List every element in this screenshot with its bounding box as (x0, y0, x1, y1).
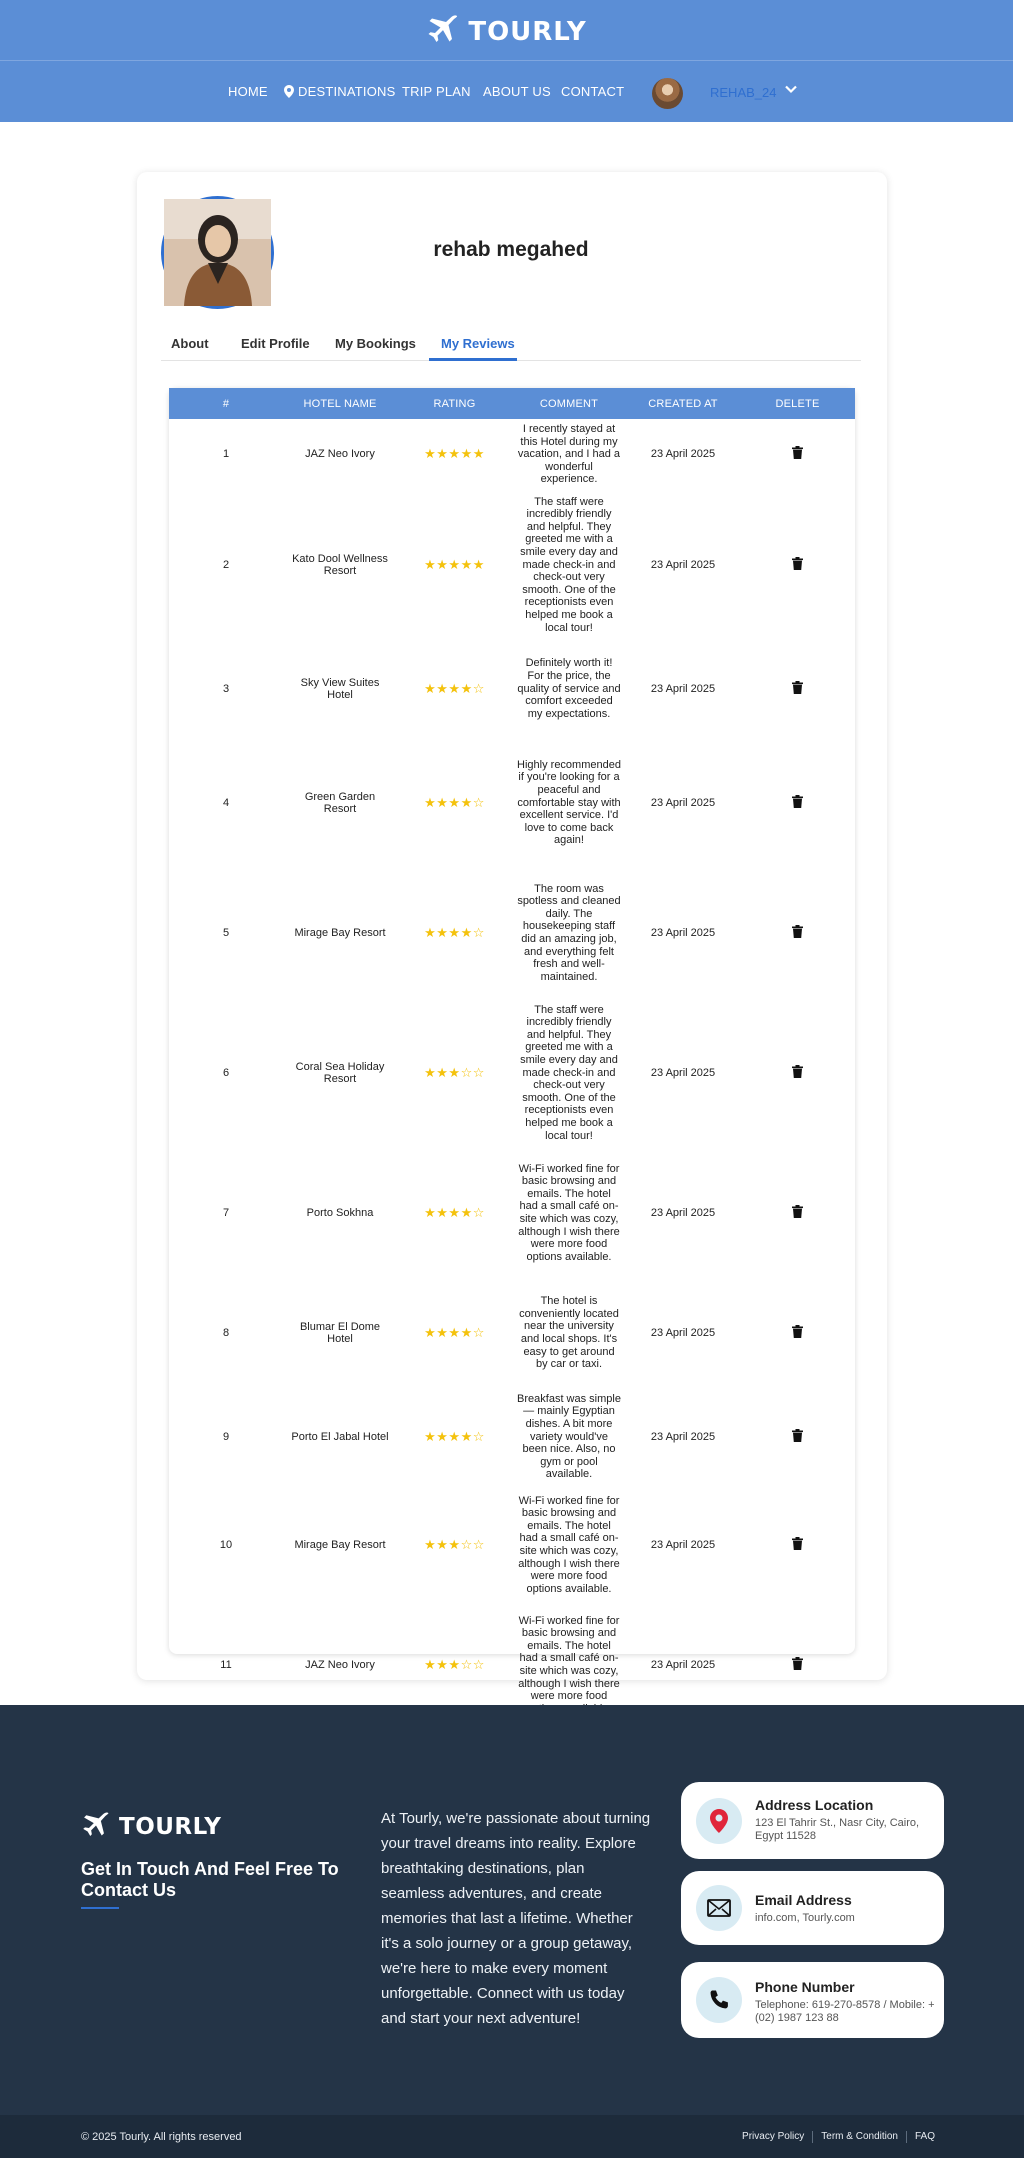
review-comment-text: Wi-Fi worked fine for basic browsing and emails. The hotel had a small café on-site which was cozy, although I wish there were more food (518, 1614, 620, 1703)
review-hotel (283, 419, 397, 490)
star-filled-icon: ★ (448, 1428, 461, 1444)
chevron-down-icon[interactable] (784, 82, 798, 101)
star-filled-icon: ★ (436, 1324, 449, 1340)
review-num: 11 (220, 1658, 232, 1671)
review-delete (740, 738, 855, 868)
review-delete (740, 1148, 855, 1278)
airplane-icon (426, 14, 460, 49)
review-hotel-label: Green Garden Resort (304, 790, 376, 815)
star-filled-icon: ★ (448, 556, 461, 572)
review-hotel (283, 1486, 397, 1604)
star-filled-icon: ★ (436, 1428, 449, 1444)
review-num: 3 (222, 682, 230, 695)
address-title: Address Location (755, 1797, 874, 1813)
review-delete (740, 419, 855, 490)
nav-contact[interactable]: CONTACT (561, 84, 625, 99)
review-rating (397, 998, 512, 1148)
star-empty-icon: ☆ (472, 1064, 485, 1080)
review-comment-text: I recently stayed at this Hotel during my vacation, and I had a wonderful experience. (517, 423, 621, 486)
review-rating (397, 1486, 512, 1604)
star-filled-icon: ★ (460, 446, 473, 462)
star-rating (424, 681, 485, 696)
nav-about[interactable]: ABOUT US (483, 84, 551, 99)
star-filled-icon: ★ (436, 1064, 449, 1080)
col-header-created: CREATED AT (648, 397, 718, 410)
header-divider (0, 60, 1013, 61)
star-rating (424, 446, 485, 461)
phone-icon (708, 1989, 730, 2011)
review-created: 23 April 2025 (650, 1430, 716, 1443)
review-num: 6 (222, 1066, 230, 1079)
trash-icon[interactable] (792, 795, 803, 811)
privacy-policy-link[interactable]: Privacy Policy (742, 2131, 805, 2142)
star-filled-icon: ★ (448, 446, 461, 462)
review-comment-text: The staff were incredibly friendly and helpful. They greeted me with a smile every day and made check-in and check-out very smooth. One of the receptionists even helped me book a local tour! (520, 1003, 618, 1142)
username-label[interactable]: REHAB_24 (710, 85, 777, 100)
star-filled-icon: ★ (460, 556, 473, 572)
star-filled-icon: ★ (472, 556, 485, 572)
table-row (169, 738, 855, 868)
review-rating (397, 868, 512, 998)
star-filled-icon: ★ (448, 680, 461, 696)
table-row (169, 490, 855, 640)
review-hotel (283, 490, 397, 640)
review-comment (512, 868, 626, 998)
brand-name: TOURLY (468, 16, 587, 47)
email-icon-wrap (696, 1885, 742, 1931)
phone-text[interactable]: Telephone: 619-270-8578 / Mobile: +(02) 1987 123 88 (755, 1999, 935, 2024)
review-delete (740, 998, 855, 1148)
star-filled-icon: ★ (460, 1204, 473, 1220)
star-empty-icon: ☆ (472, 1428, 485, 1444)
copyright-bar (0, 2115, 1024, 2158)
email-text[interactable]: info.com, Tourly.com (755, 1912, 855, 1924)
star-filled-icon: ★ (424, 556, 437, 572)
star-rating (424, 1325, 485, 1340)
review-hotel (283, 868, 397, 998)
star-filled-icon: ★ (424, 1656, 437, 1672)
site-header (0, 0, 1013, 122)
review-comment-text: Breakfast was simple — mainly Egyptian dishes. A bit more variety would've been nice. Also, no gym or pool available. (517, 1392, 621, 1481)
review-created: 23 April 2025 (650, 796, 716, 809)
col-header-comment: COMMENT (539, 397, 599, 410)
address-card (681, 1782, 944, 1859)
review-num: 4 (222, 796, 230, 809)
col-header-num: # (222, 397, 230, 410)
reviews-table (169, 388, 855, 1703)
review-comment (512, 419, 626, 490)
review-comment (512, 640, 626, 738)
star-empty-icon: ☆ (460, 1064, 473, 1080)
copyright-text: © 2025 Tourly. All rights reserved (81, 2131, 242, 2143)
profile-card (137, 172, 887, 1703)
star-empty-icon: ☆ (472, 1324, 485, 1340)
star-filled-icon: ★ (436, 1204, 449, 1220)
star-filled-icon: ★ (448, 924, 461, 940)
star-filled-icon: ★ (436, 556, 449, 572)
star-empty-icon: ☆ (460, 1536, 473, 1552)
review-hotel-label: JAZ Neo Ivory (305, 448, 375, 461)
col-header-delete: DELETE (775, 397, 820, 410)
star-filled-icon: ★ (424, 1324, 437, 1340)
review-comment-text: The staff were incredibly friendly and helpful. They greeted me with a smile every day and made check-in and check-out very smooth. One of the receptionists even helped me book a local tour! (520, 495, 618, 634)
review-comment-text: The hotel is conveniently located near the university and local shops. It's easy to get around by car or taxi. (519, 1295, 619, 1371)
tagline-underline (81, 1907, 119, 1909)
review-hotel-label: Mirage Bay Resort (294, 1538, 386, 1551)
tab-about[interactable]: About (171, 336, 209, 351)
star-filled-icon: ★ (424, 1064, 437, 1080)
star-filled-icon: ★ (436, 794, 449, 810)
star-empty-icon: ☆ (472, 1656, 485, 1672)
tab-my-reviews[interactable]: My Reviews (441, 336, 515, 351)
profile-avatar (161, 196, 274, 309)
star-rating (424, 557, 485, 572)
tab-edit-profile[interactable]: Edit Profile (241, 336, 310, 351)
review-delete (740, 640, 855, 738)
location-pin-icon (710, 1809, 728, 1833)
review-num: 2 (222, 558, 230, 571)
review-comment (512, 738, 626, 868)
star-empty-icon: ☆ (472, 924, 485, 940)
review-hotel-label: Sky View Suites Hotel (300, 676, 380, 701)
review-delete (740, 1486, 855, 1604)
review-created: 23 April 2025 (650, 1206, 716, 1219)
star-rating (424, 1537, 485, 1552)
review-hotel-label: Blumar El Dome Hotel (299, 1320, 381, 1345)
trash-icon[interactable] (792, 1205, 803, 1221)
review-comment (512, 1278, 626, 1388)
nav-home[interactable]: HOME (228, 84, 268, 99)
address-icon-wrap (696, 1798, 742, 1844)
trash-icon[interactable] (792, 681, 803, 697)
review-hotel (283, 1148, 397, 1278)
footer-about-text: At Tourly, we're passionate about turning your travel dreams into reality. Explore breathtaking destinations, plan seamless adventures, and create memories that last a lifetime. Whether it's a solo journey or a group getaway, we're here to make every moment unforgettable. Connect with us today and start your next adventure! (381, 1810, 651, 2027)
review-hotel-label: Kato Dool Wellness Resort (292, 552, 388, 577)
review-created: 23 April 2025 (650, 682, 716, 695)
table-header-row (169, 388, 855, 419)
review-rating (397, 640, 512, 738)
terms-link[interactable]: Term & Condition (821, 2131, 898, 2142)
review-hotel-label: Coral Sea Holiday Resort (295, 1060, 385, 1085)
star-empty-icon: ☆ (460, 1656, 473, 1672)
star-rating (424, 795, 485, 810)
brand-logo[interactable] (0, 14, 1013, 49)
review-created: 23 April 2025 (650, 1538, 716, 1551)
table-row (169, 1148, 855, 1278)
review-comment (512, 998, 626, 1148)
star-empty-icon: ☆ (472, 1204, 485, 1220)
review-comment-text: The room was spotless and cleaned daily. The housekeeping staff did an amazing job, and everything felt fresh and well-maintained. (517, 882, 621, 983)
email-title: Email Address (755, 1892, 852, 1908)
table-row (169, 640, 855, 738)
footer-brand-logo[interactable] (81, 1811, 221, 1843)
star-rating (424, 925, 485, 940)
review-comment (512, 1148, 626, 1278)
main-nav (0, 78, 1013, 106)
trash-icon[interactable] (792, 1429, 803, 1445)
review-num: 5 (222, 926, 230, 939)
phone-card (681, 1962, 944, 2038)
star-rating (424, 1657, 485, 1672)
map-pin-icon (284, 85, 294, 98)
review-hotel (283, 1388, 397, 1486)
phone-title: Phone Number (755, 1979, 855, 1995)
star-filled-icon: ★ (460, 1324, 473, 1340)
star-filled-icon: ★ (436, 1536, 449, 1552)
active-tab-indicator (429, 358, 517, 361)
star-filled-icon: ★ (460, 680, 473, 696)
star-filled-icon: ★ (448, 1656, 461, 1672)
trash-icon[interactable] (792, 557, 803, 573)
review-num: 7 (222, 1206, 230, 1219)
review-rating (397, 1388, 512, 1486)
star-filled-icon: ★ (436, 680, 449, 696)
review-rating (397, 1148, 512, 1278)
nav-trip-plan[interactable]: TRIP PLAN (402, 84, 471, 99)
review-delete (740, 868, 855, 998)
table-row (169, 1486, 855, 1604)
star-empty-icon: ☆ (472, 1536, 485, 1552)
footer-links (734, 2131, 943, 2143)
star-filled-icon: ★ (424, 446, 437, 462)
star-rating (424, 1205, 485, 1220)
review-num: 1 (222, 448, 230, 461)
star-filled-icon: ★ (460, 924, 473, 940)
faq-link[interactable]: FAQ (914, 2131, 935, 2142)
star-filled-icon: ★ (448, 1064, 461, 1080)
review-created: 23 April 2025 (650, 1066, 716, 1079)
review-rating (397, 419, 512, 490)
review-hotel-label: Porto Sokhna (306, 1206, 374, 1219)
star-filled-icon: ★ (424, 794, 437, 810)
trash-icon[interactable] (792, 925, 803, 941)
review-comment-text: Highly recommended if you're looking for a peaceful and comfortable stay with excellent service. I'd love to come back again! (517, 758, 621, 847)
review-hotel (283, 1278, 397, 1388)
user-avatar[interactable] (652, 78, 683, 109)
nav-destinations[interactable] (284, 84, 396, 99)
review-delete (740, 490, 855, 640)
review-num: 10 (219, 1538, 233, 1551)
table-row (169, 998, 855, 1148)
table-row (169, 419, 855, 490)
star-filled-icon: ★ (460, 794, 473, 810)
site-footer (0, 1705, 1024, 2115)
star-filled-icon: ★ (448, 794, 461, 810)
trash-icon[interactable] (792, 446, 803, 462)
review-rating (397, 738, 512, 868)
star-filled-icon: ★ (424, 1428, 437, 1444)
review-rating (397, 490, 512, 640)
phone-icon-wrap (696, 1977, 742, 2023)
trash-icon[interactable] (792, 1325, 803, 1341)
star-filled-icon: ★ (448, 1204, 461, 1220)
profile-name: rehab megahed (433, 238, 589, 261)
star-filled-icon: ★ (424, 1536, 437, 1552)
table-row (169, 868, 855, 998)
star-filled-icon: ★ (436, 446, 449, 462)
review-hotel-label: Mirage Bay Resort (294, 926, 386, 939)
review-comment (512, 1486, 626, 1604)
review-created: 23 April 2025 (650, 558, 716, 571)
email-card (681, 1871, 944, 1945)
review-delete (740, 1388, 855, 1486)
col-header-hotel: HOTEL NAME (303, 397, 377, 410)
review-hotel (283, 640, 397, 738)
review-created: 23 April 2025 (650, 1658, 716, 1671)
trash-icon[interactable] (792, 1537, 803, 1553)
trash-icon[interactable] (792, 1657, 803, 1673)
review-hotel (283, 998, 397, 1148)
review-comment-text: Definitely worth it! For the price, the quality of service and comfort exceeded my expectations. (517, 657, 621, 720)
star-empty-icon: ☆ (472, 680, 485, 696)
nav-destinations-label: DESTINATIONS (298, 84, 396, 99)
star-filled-icon: ★ (424, 924, 437, 940)
star-filled-icon: ★ (472, 446, 485, 462)
review-comment-text: Wi-Fi worked fine for basic browsing and emails. The hotel had a small café on-site which was cozy, although I wish there were more food options available. (518, 1162, 620, 1263)
star-filled-icon: ★ (448, 1536, 461, 1552)
star-filled-icon: ★ (424, 1204, 437, 1220)
address-text: 123 El Tahrir St., Nasr City, Cairo, Egypt 11528 (755, 1817, 920, 1842)
table-row (169, 1388, 855, 1486)
review-num: 9 (222, 1430, 230, 1443)
review-hotel-label: Porto El Jabal Hotel (291, 1430, 389, 1443)
review-hotel-label: JAZ Neo Ivory (305, 1658, 375, 1671)
review-created: 23 April 2025 (650, 926, 716, 939)
review-rating (397, 1278, 512, 1388)
review-hotel (283, 738, 397, 868)
tab-my-bookings[interactable]: My Bookings (335, 336, 416, 351)
footer-brand-name: TOURLY (119, 1814, 222, 1840)
airplane-icon (81, 1811, 111, 1843)
star-filled-icon: ★ (448, 1324, 461, 1340)
review-comment-text: Wi-Fi worked fine for basic browsing and emails. The hotel had a small café on-site which was cozy, although I wish there were more food options available. (518, 1494, 620, 1595)
star-empty-icon: ☆ (472, 794, 485, 810)
star-filled-icon: ★ (424, 680, 437, 696)
review-delete (740, 1278, 855, 1388)
col-header-rating: RATING (433, 397, 476, 410)
star-rating (424, 1065, 485, 1080)
envelope-icon (707, 1899, 731, 1917)
review-num: 8 (222, 1326, 230, 1339)
review-comment (512, 490, 626, 640)
star-rating (424, 1429, 485, 1444)
star-filled-icon: ★ (436, 924, 449, 940)
table-row (169, 1278, 855, 1388)
star-filled-icon: ★ (436, 1656, 449, 1672)
review-created: 23 April 2025 (650, 448, 716, 461)
review-comment (512, 1388, 626, 1486)
star-filled-icon: ★ (460, 1428, 473, 1444)
trash-icon[interactable] (792, 1065, 803, 1081)
review-created: 23 April 2025 (650, 1326, 716, 1339)
footer-tagline: Get In Touch And Feel Free To Contact Us (81, 1859, 339, 1900)
